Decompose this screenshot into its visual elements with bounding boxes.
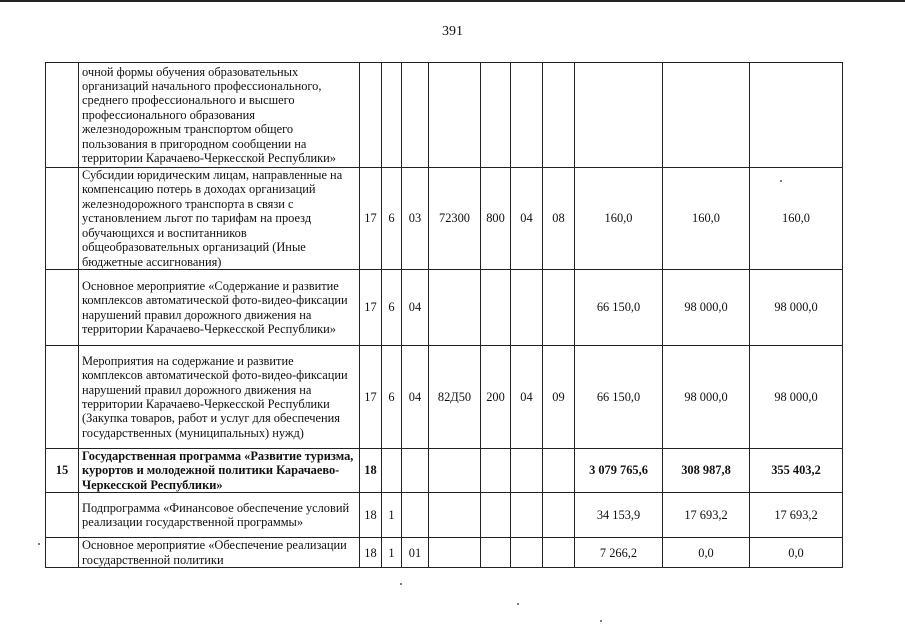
amount-year2: 0,0 (663, 538, 750, 568)
row-index (46, 270, 79, 346)
code-direction (429, 493, 481, 538)
code-gp: 17 (360, 346, 382, 449)
amount-year2: 17 693,2 (663, 493, 750, 538)
code-gp: 17 (360, 270, 382, 346)
code-expense-type (481, 538, 511, 568)
amount-year1: 66 150,0 (575, 270, 663, 346)
row-index (46, 63, 79, 168)
scan-speck (38, 543, 40, 545)
code-main-event: 03 (402, 168, 429, 270)
code-sub: 6 (382, 168, 402, 270)
budget-table (45, 62, 843, 568)
table-row (46, 168, 843, 270)
code-section: 04 (511, 168, 543, 270)
row-index (46, 346, 79, 449)
code-subsection (543, 270, 575, 346)
code-expense-type (481, 493, 511, 538)
code-expense-type: 800 (481, 168, 511, 270)
row-name: Субсидии юридическим лицам, направленные на компенсацию потерь в доходах организаций железнодорожного транспорта в связи с установлением льгот по тарифам на проезд обучающихся и воспитанников общеобразовательных организаций (Иные бюджетные ассигнования) (79, 168, 360, 270)
amount-year3: 355 403,2 (750, 449, 843, 493)
code-sub: 1 (382, 538, 402, 568)
code-main-event (402, 63, 429, 168)
amount-year2: 98 000,0 (663, 346, 750, 449)
code-section (511, 538, 543, 568)
code-expense-type (481, 63, 511, 168)
code-sub: 6 (382, 346, 402, 449)
scan-speck (517, 603, 519, 605)
table-row (46, 63, 843, 168)
amount-year2: 98 000,0 (663, 270, 750, 346)
code-sub: 1 (382, 493, 402, 538)
code-gp: 18 (360, 493, 382, 538)
amount-year1: 160,0 (575, 168, 663, 270)
code-expense-type: 200 (481, 346, 511, 449)
page-number: 391 (442, 24, 463, 39)
amount-year1: 66 150,0 (575, 346, 663, 449)
row-name: Основное мероприятие «Содержание и развитие комплексов автоматической фото-видео-фиксации нарушений правил дорожного движения на территории Карачаево-Черкесской Республики» (79, 270, 360, 346)
code-direction (429, 449, 481, 493)
code-gp: 18 (360, 538, 382, 568)
amount-year3: 98 000,0 (750, 346, 843, 449)
amount-year3: 98 000,0 (750, 270, 843, 346)
code-main-event: 04 (402, 270, 429, 346)
code-expense-type (481, 270, 511, 346)
code-section (511, 493, 543, 538)
code-expense-type (481, 449, 511, 493)
code-section (511, 270, 543, 346)
code-subsection (543, 449, 575, 493)
code-direction: 72300 (429, 168, 481, 270)
amount-year2 (663, 63, 750, 168)
page-top-edge (0, 0, 905, 2)
table-row (46, 270, 843, 346)
row-name: Государственная программа «Развитие туризма, курортов и молодежной политики Карачаево-Черкесской Республики» (79, 449, 360, 493)
table-row (46, 346, 843, 449)
code-main-event (402, 449, 429, 493)
code-direction (429, 270, 481, 346)
amount-year3 (750, 63, 843, 168)
amount-year1: 34 153,9 (575, 493, 663, 538)
code-section (511, 449, 543, 493)
code-section (511, 63, 543, 168)
row-index: 15 (46, 449, 79, 493)
scan-speck (400, 583, 402, 585)
code-sub: 6 (382, 270, 402, 346)
code-sub (382, 63, 402, 168)
code-main-event: 04 (402, 346, 429, 449)
table-row (46, 538, 843, 568)
table-row (46, 493, 843, 538)
code-main-event (402, 493, 429, 538)
row-name: Мероприятия на содержание и развитие комплексов автоматической фото-видео-фиксации нарушений правил дорожного движения на территории Карачаево-Черкесской Республики (Закупка товаров, работ и услуг для обеспечения государственных (муниципальных) нужд) (79, 346, 360, 449)
code-subsection (543, 63, 575, 168)
table-row (46, 449, 843, 493)
code-direction (429, 538, 481, 568)
amount-year1: 3 079 765,6 (575, 449, 663, 493)
code-gp: 17 (360, 168, 382, 270)
code-direction (429, 63, 481, 168)
code-subsection: 08 (543, 168, 575, 270)
code-gp: 18 (360, 449, 382, 493)
amount-year3: 17 693,2 (750, 493, 843, 538)
amount-year3: 0,0 (750, 538, 843, 568)
amount-year2: 160,0 (663, 168, 750, 270)
amount-year3: 160,0 (750, 168, 843, 270)
scan-speck (600, 620, 602, 622)
row-name: очной формы обучения образовательных организаций начального профессионального, среднего профессионального и высшего профессионального образования железнодорожным транспортом общего пользования в пригородном сообщении на территории Карачаево-Черкесской Республики» (79, 63, 360, 168)
row-index (46, 493, 79, 538)
code-subsection (543, 493, 575, 538)
amount-year1: 7 266,2 (575, 538, 663, 568)
row-name: Подпрограмма «Финансовое обеспечение условий реализации государственной программы» (79, 493, 360, 538)
row-index (46, 538, 79, 568)
code-subsection: 09 (543, 346, 575, 449)
row-name: Основное мероприятие «Обеспечение реализации государственной политики (79, 538, 360, 568)
scan-speck (780, 180, 782, 182)
code-direction: 82Д50 (429, 346, 481, 449)
code-gp (360, 63, 382, 168)
code-sub (382, 449, 402, 493)
amount-year1 (575, 63, 663, 168)
code-section: 04 (511, 346, 543, 449)
row-index (46, 168, 79, 270)
amount-year2: 308 987,8 (663, 449, 750, 493)
code-subsection (543, 538, 575, 568)
code-main-event: 01 (402, 538, 429, 568)
